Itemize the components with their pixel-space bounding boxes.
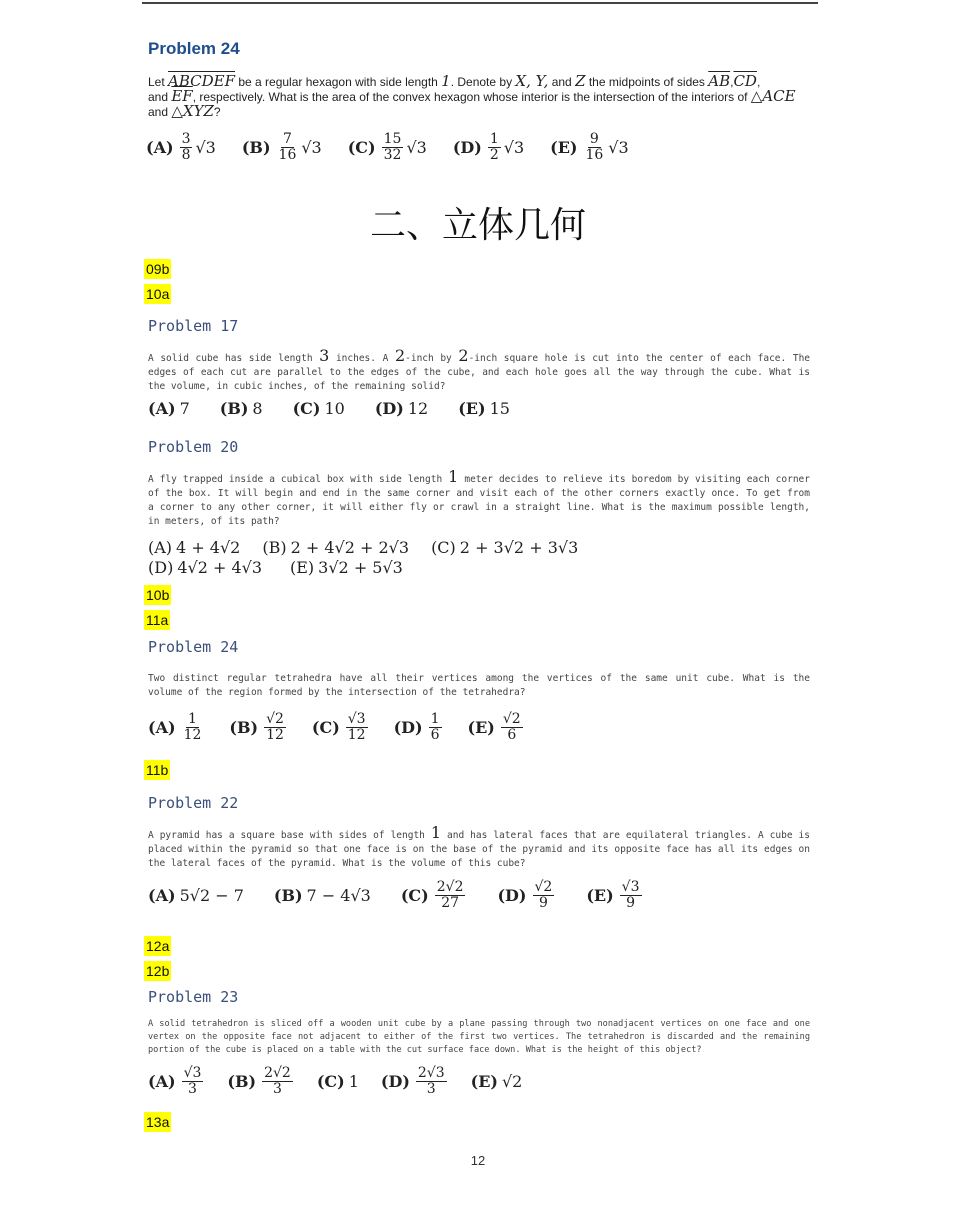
problem-22-choices <box>148 880 644 911</box>
problem-20-statement: A fly trapped inside a cubical box with side length 1 meter decides to relieve its boredom by visiting each corner of the box. It will begin and end in the same corner and visit each of the other corners exactly once. To get from a corner to any other corner, it will either fly or crawl in a straight line. What is the maximum possible length, in meters, of its path? <box>148 467 810 527</box>
choice-b: (B) $\frac{√2}{12}$ <box>229 711 284 743</box>
choice-b: (B) 8 <box>219 399 263 418</box>
problem-22-statement: A pyramid has a square base with sides of length 1 and has lateral faces that are equilateral triangles. A cube is placed within the pyramid so that one face is on the base of the pyramid and its opposite face has all its edges on the lateral faces of the pyramid. What is the volume of this cube? <box>148 823 810 869</box>
problem-20-heading: Problem 20 <box>148 438 239 456</box>
year-tag-09b: 09b <box>146 261 170 277</box>
problem-17-heading: Problem 17 <box>148 317 239 335</box>
choice-e: (E) 3√2 + 5√3 <box>290 558 403 577</box>
choice-a: (A) 7 <box>148 399 190 418</box>
problem-20-choices-row-1 <box>148 538 578 557</box>
year-tag-11b: 11b <box>146 762 169 778</box>
section-title: 二、立体几何 <box>369 205 586 246</box>
choice-a: (A) $\frac{√3}{3}$ <box>148 1065 202 1097</box>
year-tag-10a: 10a <box>146 286 170 302</box>
choice-e: (E) $\frac{√3}{9}$ <box>586 879 640 911</box>
choice-b: (B) $\frac{2√2}{3}$ <box>227 1065 291 1097</box>
problem-24b-choices <box>148 712 525 743</box>
problem-24-heading: Problem 24 <box>148 39 240 58</box>
choice-d: (D) $\frac{√2}{9}$ <box>497 879 553 911</box>
choice-e: (E) 15 <box>458 399 510 418</box>
choice-d: (D) $\frac{1}{2}$ √3 <box>452 131 525 163</box>
choice-d: (D) 4√2 + 4√3 <box>148 558 262 577</box>
problem-17-choices <box>148 399 510 418</box>
page-number: 12 <box>470 1153 486 1168</box>
choice-d: (D) 12 <box>374 399 429 418</box>
top-rule <box>142 2 818 4</box>
choice-b: (B) 2 + 4√2 + 2√3 <box>262 538 410 557</box>
problem-23-choices <box>148 1066 522 1097</box>
choice-e: (E) $\frac{√2}{6}$ <box>467 711 521 743</box>
choice-e: (E) √2 <box>470 1072 523 1091</box>
choice-d: (D) $\frac{2√3}{3}$ <box>380 1065 445 1097</box>
problem-23-heading: Problem 23 <box>148 988 239 1006</box>
choice-c: (C) $\frac{√3}{12}$ <box>311 711 366 743</box>
problem-24-choices <box>146 132 629 163</box>
choice-e: (E) $\frac{9}{16}$ √3 <box>550 131 629 163</box>
choice-c: (C) $\frac{2√2}{27}$ <box>400 879 464 911</box>
problem-24b-statement: Two distinct regular tetrahedra have all their vertices among the vertices of the same unit cube. What is the volume of the region formed by the intersection of the tetrahedra? <box>148 673 810 698</box>
year-tag-12b: 12b <box>146 963 170 979</box>
problem-24-statement: Let ABCDEF be a regular hexagon with side length 1. Denote by X, Y, and Z the midpoints of sides $\overline{AB},\overline{CD}$, and $\overline{EF}$, respectively. What is the area of the convex hexagon whose interior is the intersection of the interiors of △ACE and △XYZ? <box>148 72 796 120</box>
choice-c: (C) 2 + 3√2 + 3√3 <box>431 538 579 557</box>
year-tag-11a: 11a <box>146 612 169 628</box>
choice-c: (C) $\frac{15}{32}$ √3 <box>347 131 427 163</box>
year-tag-13a: 13a <box>146 1114 170 1130</box>
choice-b: (B) $\frac{7}{16}$ √3 <box>241 131 322 163</box>
year-tag-12a: 12a <box>146 938 170 954</box>
choice-d: (D) $\frac{1}{6}$ <box>393 711 440 743</box>
year-tag-10b: 10b <box>146 587 170 603</box>
problem-17-statement: A solid cube has side length 3 inches. A 2-inch by 2-inch square hole is cut into the center of each face. The edges of each cut are parallel to the edges of the cube, and each hole goes all the way through the cube. What is the volume, in cubic inches, of the remaining solid? <box>148 346 811 392</box>
choice-a: (A) 4 + 4√2 <box>148 538 241 557</box>
problem-24b-heading: Problem 24 <box>148 638 239 656</box>
choice-a: (A) 5√2 − 7 <box>148 886 244 905</box>
choice-c: (C) 1 <box>316 1072 359 1091</box>
choice-b: (B) 7 − 4√3 <box>273 886 371 905</box>
problem-22-heading: Problem 22 <box>148 794 239 812</box>
problem-20-choices-row-2 <box>148 558 403 577</box>
choice-a: (A) $\frac{3}{8}$ √3 <box>146 131 216 163</box>
problem-23-statement: A solid tetrahedron is sliced off a wooden unit cube by a plane passing through two nonadjacent vertices on one face and one vertex on the opposite face not adjacent to either of the first two vertices. The tetrahedron is discarded and the remaining portion of the cube is placed on a table with the cut surface face down. What is the height of this object? <box>148 1019 810 1055</box>
choice-a: (A) $\frac{1}{12}$ <box>148 711 202 743</box>
choice-c: (C) 10 <box>292 399 345 418</box>
